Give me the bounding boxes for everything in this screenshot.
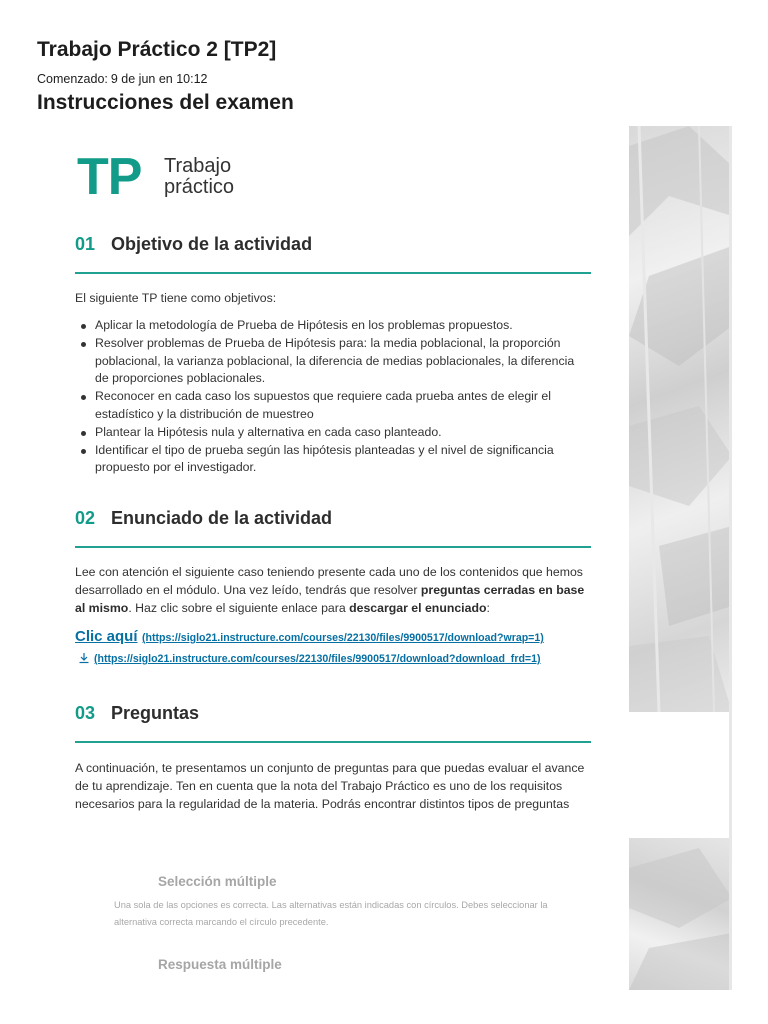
link-url[interactable]: (https://siglo21.instructure.com/courses/22130/files/9900517/download?wrap=1) bbox=[141, 632, 544, 644]
list-item: Resolver problemas de Prueba de Hipótesis para: la media poblacional, la proporción poblacional, la varianza poblacional, la diferencia de medias poblacionales, la diferencia de proporciones poblacionales. bbox=[75, 335, 591, 388]
started-timestamp bbox=[37, 72, 208, 86]
decorative-image-bottom bbox=[629, 838, 732, 990]
list-item: Plantear la Hipótesis nula y alternativa en cada caso planteado. bbox=[75, 424, 591, 442]
section-number: 01 bbox=[75, 234, 96, 254]
question-type-description: Una sola de las opciones es correcta. Las alternativas están indicadas con círculos. Debes seleccionar la alternativa correcta marcando el círculo precedente. bbox=[114, 900, 548, 927]
statement-bold-1: preguntas cerradas en base al mismo bbox=[75, 582, 585, 615]
download-icon[interactable] bbox=[78, 652, 90, 664]
started-label: Comenzado: bbox=[37, 72, 108, 86]
logo-mark: TP bbox=[77, 148, 142, 206]
started-value: 9 de jun en 10:12 bbox=[110, 72, 208, 86]
section-number: 03 bbox=[75, 703, 96, 723]
decorative-image-top bbox=[629, 126, 732, 712]
statement-bold-2: descargar el enunciado bbox=[349, 600, 487, 615]
download-url[interactable]: (https://siglo21.instructure.com/courses/22130/files/9900517/download?download_frd=1) bbox=[94, 653, 541, 665]
list-item: Reconocer en cada caso los supuestos que requiere cada prueba antes de elegir el estadístico y la distribución de muestreo bbox=[75, 388, 591, 424]
objective-intro: El siguiente TP tiene como objetivos: bbox=[75, 291, 277, 305]
section-heading-statement bbox=[75, 508, 591, 548]
section-number: 02 bbox=[75, 508, 96, 528]
logo-line-2: práctico bbox=[164, 176, 235, 198]
section-title: Enunciado de la actividad bbox=[111, 508, 333, 528]
question-type-title: Selección múltiple bbox=[158, 874, 277, 889]
list-item: Aplicar la metodología de Prueba de Hipótesis en los problemas propuestos. bbox=[75, 317, 591, 335]
list-item: Identificar el tipo de prueba según las hipótesis planteadas y el nivel de significancia propuesto por el investigador. bbox=[75, 442, 591, 478]
logo-text bbox=[164, 156, 284, 198]
click-here-link[interactable]: Clic aquí bbox=[75, 628, 138, 645]
section-title: Objetivo de la actividad bbox=[111, 234, 313, 254]
page-title: Trabajo Práctico 2 [TP2] bbox=[37, 38, 277, 61]
section-title: Preguntas bbox=[111, 703, 200, 723]
instructions-title: Instrucciones del examen bbox=[37, 91, 294, 114]
logo-line-1: Trabajo bbox=[164, 155, 232, 177]
statement-link[interactable] bbox=[75, 628, 544, 646]
section-heading-questions bbox=[75, 703, 591, 743]
download-link[interactable] bbox=[78, 652, 541, 665]
section-heading-objective bbox=[75, 234, 591, 274]
questions-intro: A continuación, te presentamos un conjunto de preguntas para que puedas evaluar el avance de tu aprendizaje. Ten en cuenta que la nota del Trabajo Práctico es uno de los requisitos necesarios para la regularidad de la materia. Podrás encontrar distintos tipos de preguntas bbox=[75, 761, 585, 811]
objective-list bbox=[75, 317, 591, 477]
statement-text: Lee con atención el siguiente caso teniendo presente cada uno de los contenidos que hemos desarrollado en el módulo. Una vez leído, tendrás que resolver preguntas cerradas en base al mismo. Haz clic sobre el siguiente enlace para descargar el enunciado: bbox=[75, 565, 585, 615]
question-type-title: Respuesta múltiple bbox=[158, 957, 282, 972]
panel-edge bbox=[729, 126, 732, 990]
